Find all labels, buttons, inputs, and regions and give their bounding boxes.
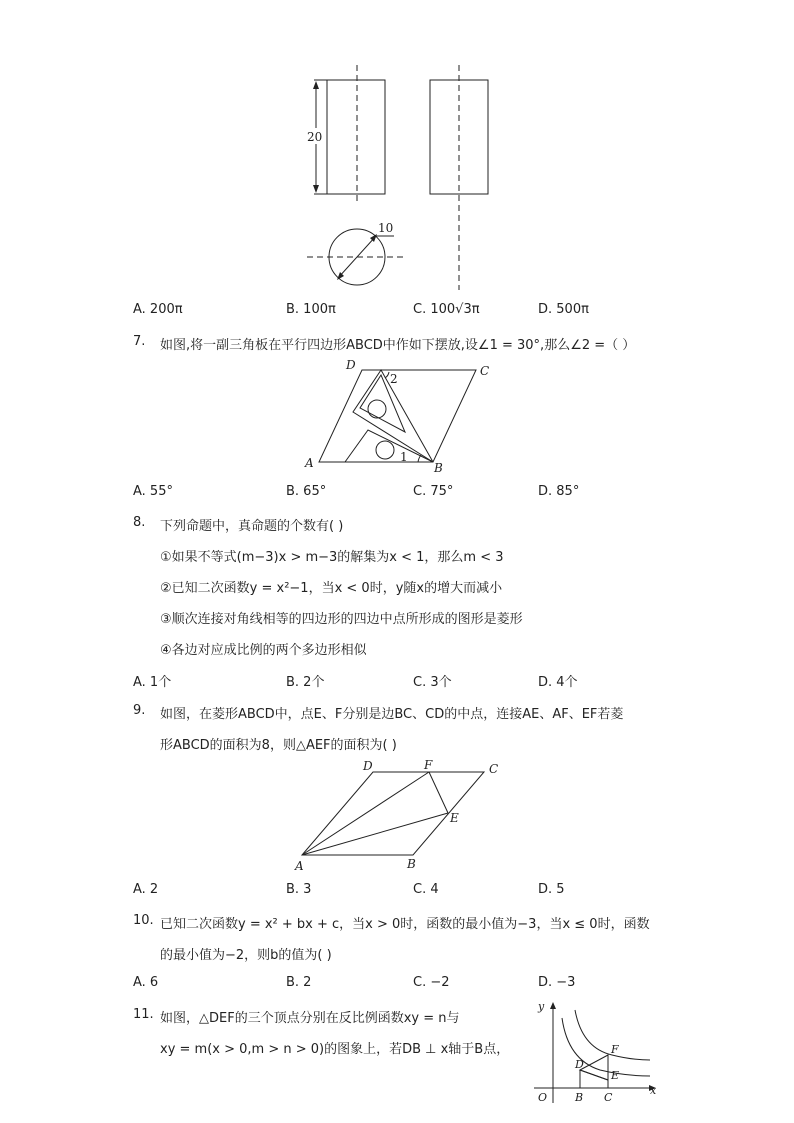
front-view-rect xyxy=(327,80,385,194)
q7-option-a: A. 55° xyxy=(133,484,173,499)
q7-option-d: D. 85° xyxy=(538,484,580,499)
q7-option-b: B. 65° xyxy=(286,484,327,499)
label-x: x xyxy=(650,1084,657,1097)
label-d: D xyxy=(346,358,356,372)
q8-number: 8. xyxy=(133,515,146,530)
q10-option-b: B. 2 xyxy=(286,975,312,990)
label-c: C xyxy=(604,1091,613,1104)
q8-item-1: ①如果不等式(m−3)x > m−3的解集为x < 1，那么m < 3 xyxy=(160,550,504,565)
q10-option-c: C. −2 xyxy=(413,975,450,990)
q10-line-2: 的最小值为−2，则b的值为( ) xyxy=(160,948,332,963)
label-o: O xyxy=(538,1091,548,1104)
q10-number: 10. xyxy=(133,913,154,928)
diameter-label: 10 xyxy=(378,221,394,235)
q11-line-2: xy = m(x > 0,m > n > 0)的图象上，若DB ⊥ x轴于B点， xyxy=(160,1042,510,1057)
angle-2-label: 2 xyxy=(390,372,398,386)
label-b: B xyxy=(575,1091,584,1104)
label-e: E xyxy=(611,1069,620,1082)
q9-line-2: 形ABCD的面积为8，则△AEF的面积为( ) xyxy=(160,738,397,753)
q8-item-4: ④各边对应成比例的两个多边形相似 xyxy=(160,643,367,658)
q9-option-c: C. 4 xyxy=(413,882,439,897)
label-e: E xyxy=(450,811,459,825)
q6-option-d: D. 500π xyxy=(538,302,589,317)
q7-option-c: C. 75° xyxy=(413,484,454,499)
q6-side-view xyxy=(425,60,495,295)
q8-option-d: D. 4个 xyxy=(538,675,578,690)
label-d: D xyxy=(575,1058,584,1071)
q8-text: 下列命题中，真命题的个数有( ) xyxy=(160,519,344,534)
q9-number: 9. xyxy=(133,703,146,718)
label-a: A xyxy=(305,456,314,470)
q6-option-a: A. 200π xyxy=(133,302,183,317)
q11-coordinate-figure xyxy=(528,996,660,1106)
q8-item-3: ③顺次连接对角线相等的四边形的四边中点所形成的图形是菱形 xyxy=(160,612,523,627)
q7-number: 7. xyxy=(133,334,146,349)
q10-line-1: 已知二次函数y = x² + bx + c，当x > 0时，函数的最小值为−3，当x ≤ 0时，函数 xyxy=(160,917,650,932)
label-b: B xyxy=(407,857,416,871)
q7-parallelogram-figure xyxy=(298,355,498,475)
height-label: 20 xyxy=(307,130,323,144)
label-a: A xyxy=(295,859,304,873)
label-b: B xyxy=(434,461,443,475)
angle-1-label: 1 xyxy=(400,450,408,464)
label-d: D xyxy=(363,759,373,773)
q10-option-a: A. 6 xyxy=(133,975,159,990)
q9-option-d: D. 5 xyxy=(538,882,565,897)
q8-item-2: ②已知二次函数y = x²−1，当x < 0时，y随x的增大而减小 xyxy=(160,581,503,596)
q6-option-b: B. 100π xyxy=(286,302,336,317)
q9-line-1: 如图，在菱形ABCD中，点E、F分别是边BC、CD的中点，连接AE、AF、EF若菱 xyxy=(160,707,624,722)
label-c: C xyxy=(489,762,499,776)
q6-option-c: C. 100√3π xyxy=(413,302,480,317)
label-f: F xyxy=(424,758,433,772)
q11-number: 11. xyxy=(133,1007,154,1022)
label-c: C xyxy=(480,364,490,378)
q10-option-d: D. −3 xyxy=(538,975,576,990)
q8-option-b: B. 2个 xyxy=(286,675,325,690)
q9-rhombus-figure xyxy=(290,756,505,874)
q8-option-c: C. 3个 xyxy=(413,675,452,690)
q6-three-views-figure xyxy=(295,60,425,295)
label-f: F xyxy=(611,1043,619,1056)
q9-option-b: B. 3 xyxy=(286,882,312,897)
q7-text: 如图,将一副三角板在平行四边形ABCD中作如下摆放,设∠1 = 30°,那么∠2 =（ ） xyxy=(160,338,636,353)
q9-option-a: A. 2 xyxy=(133,882,159,897)
q11-line-1: 如图，△DEF的三个顶点分别在反比例函数xy = n与 xyxy=(160,1011,460,1026)
q8-option-a: A. 1个 xyxy=(133,675,172,690)
label-y: y xyxy=(538,1000,545,1013)
